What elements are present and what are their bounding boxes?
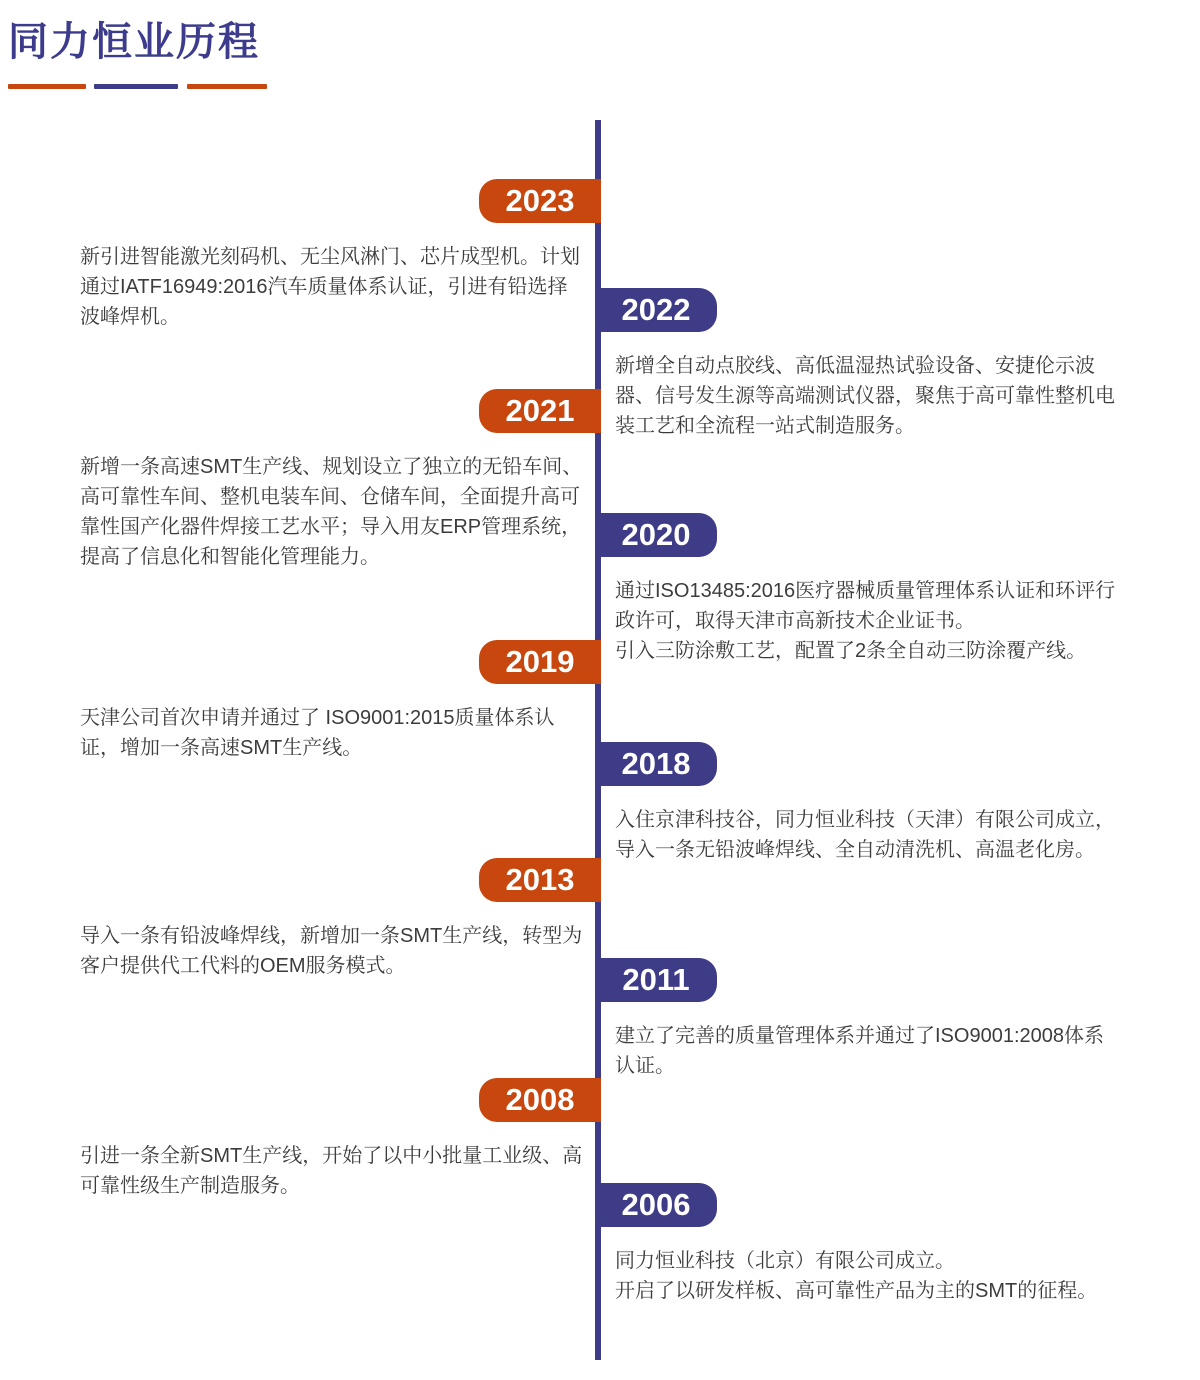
- year-badge-2013: 2013: [479, 858, 601, 902]
- event-paragraph: 引进一条全新SMT生产线，开始了以中小批量工业级、高可靠性级生产制造服务。: [80, 1145, 583, 1197]
- timeline-item-2020: [595, 513, 1155, 666]
- timeline-item-2013: [0, 858, 601, 981]
- event-description-2022: [615, 351, 1123, 441]
- event-paragraph: 开启了以研发样板、高可靠性产品为主的SMT的征程。: [615, 1280, 1098, 1302]
- event-paragraph: 同力恒业科技（北京）有限公司成立。: [615, 1250, 955, 1272]
- event-paragraph: 通过ISO13485:2016医疗器械质量管理体系认证和环评行政许可，取得天津市高新技术企业证书。: [615, 580, 1116, 632]
- event-paragraph: 新增全自动点胶线、高低温湿热试验设备、安捷伦示波器、信号发生源等高端测试仪器，聚焦于高可靠性整机电装工艺和全流程一站式制造服务。: [615, 355, 1115, 437]
- timeline-item-2019: [0, 640, 601, 763]
- year-badge-2018: 2018: [595, 742, 717, 786]
- year-badge-2022: 2022: [595, 288, 717, 332]
- timeline-item-2022: [595, 288, 1155, 441]
- year-badge-2006: 2006: [595, 1183, 717, 1227]
- event-paragraph: 入住京津科技谷，同力恒业科技（天津）有限公司成立，导入一条无铅波峰焊线、全自动清洗机、高温老化房。: [615, 809, 1115, 861]
- timeline-item-2023: [0, 179, 601, 332]
- underline-segment-orange: [8, 84, 86, 89]
- event-paragraph: 建立了完善的质量管理体系并通过了ISO9001:2008体系认证。: [615, 1025, 1104, 1077]
- year-badge-2023: 2023: [479, 179, 601, 223]
- event-description-2006: [615, 1246, 1123, 1306]
- year-badge-2011: 2011: [595, 958, 717, 1002]
- event-description-2011: [615, 1021, 1123, 1081]
- event-paragraph: 导入一条有铅波峰焊线，新增加一条SMT生产线，转型为客户提供代工代料的OEM服务模式。: [80, 925, 583, 977]
- event-description-2023: [80, 242, 585, 332]
- page-title: 同力恒业历程: [8, 20, 260, 64]
- title-underline: [8, 84, 267, 89]
- year-badge-2008: 2008: [479, 1078, 601, 1122]
- timeline-item-2021: [0, 389, 601, 572]
- event-description-2013: [80, 921, 585, 981]
- event-description-2019: [80, 703, 585, 763]
- underline-segment-orange: [187, 84, 267, 89]
- event-paragraph: 新引进智能激光刻码机、无尘风淋门、芯片成型机。计划通过IATF16949:2016汽车质量体系认证，引进有铅选择波峰焊机。: [80, 246, 580, 328]
- timeline-item-2018: [595, 742, 1155, 865]
- year-badge-2021: 2021: [479, 389, 601, 433]
- event-description-2020: [615, 576, 1123, 666]
- year-badge-2020: 2020: [595, 513, 717, 557]
- timeline-item-2008: [0, 1078, 601, 1201]
- page-header: [8, 18, 260, 66]
- event-description-2021: [80, 452, 585, 572]
- event-description-2008: [80, 1141, 585, 1201]
- year-badge-2019: 2019: [479, 640, 601, 684]
- event-paragraph: 引入三防涂敷工艺，配置了2条全自动三防涂覆产线。: [615, 640, 1087, 662]
- timeline-item-2006: [595, 1183, 1155, 1306]
- event-paragraph: 天津公司首次申请并通过了 ISO9001:2015质量体系认证，增加一条高速SMT生产线。: [80, 707, 555, 759]
- event-paragraph: 新增一条高速SMT生产线、规划设立了独立的无铅车间、高可靠性车间、整机电装车间、仓储车间，全面提升高可靠性国产化器件焊接工艺水平；导入用友ERP管理系统，提高了信息化和智能化管理能力。: [80, 456, 583, 568]
- event-description-2018: [615, 805, 1123, 865]
- timeline-item-2011: [595, 958, 1155, 1081]
- underline-segment-purple: [94, 84, 178, 89]
